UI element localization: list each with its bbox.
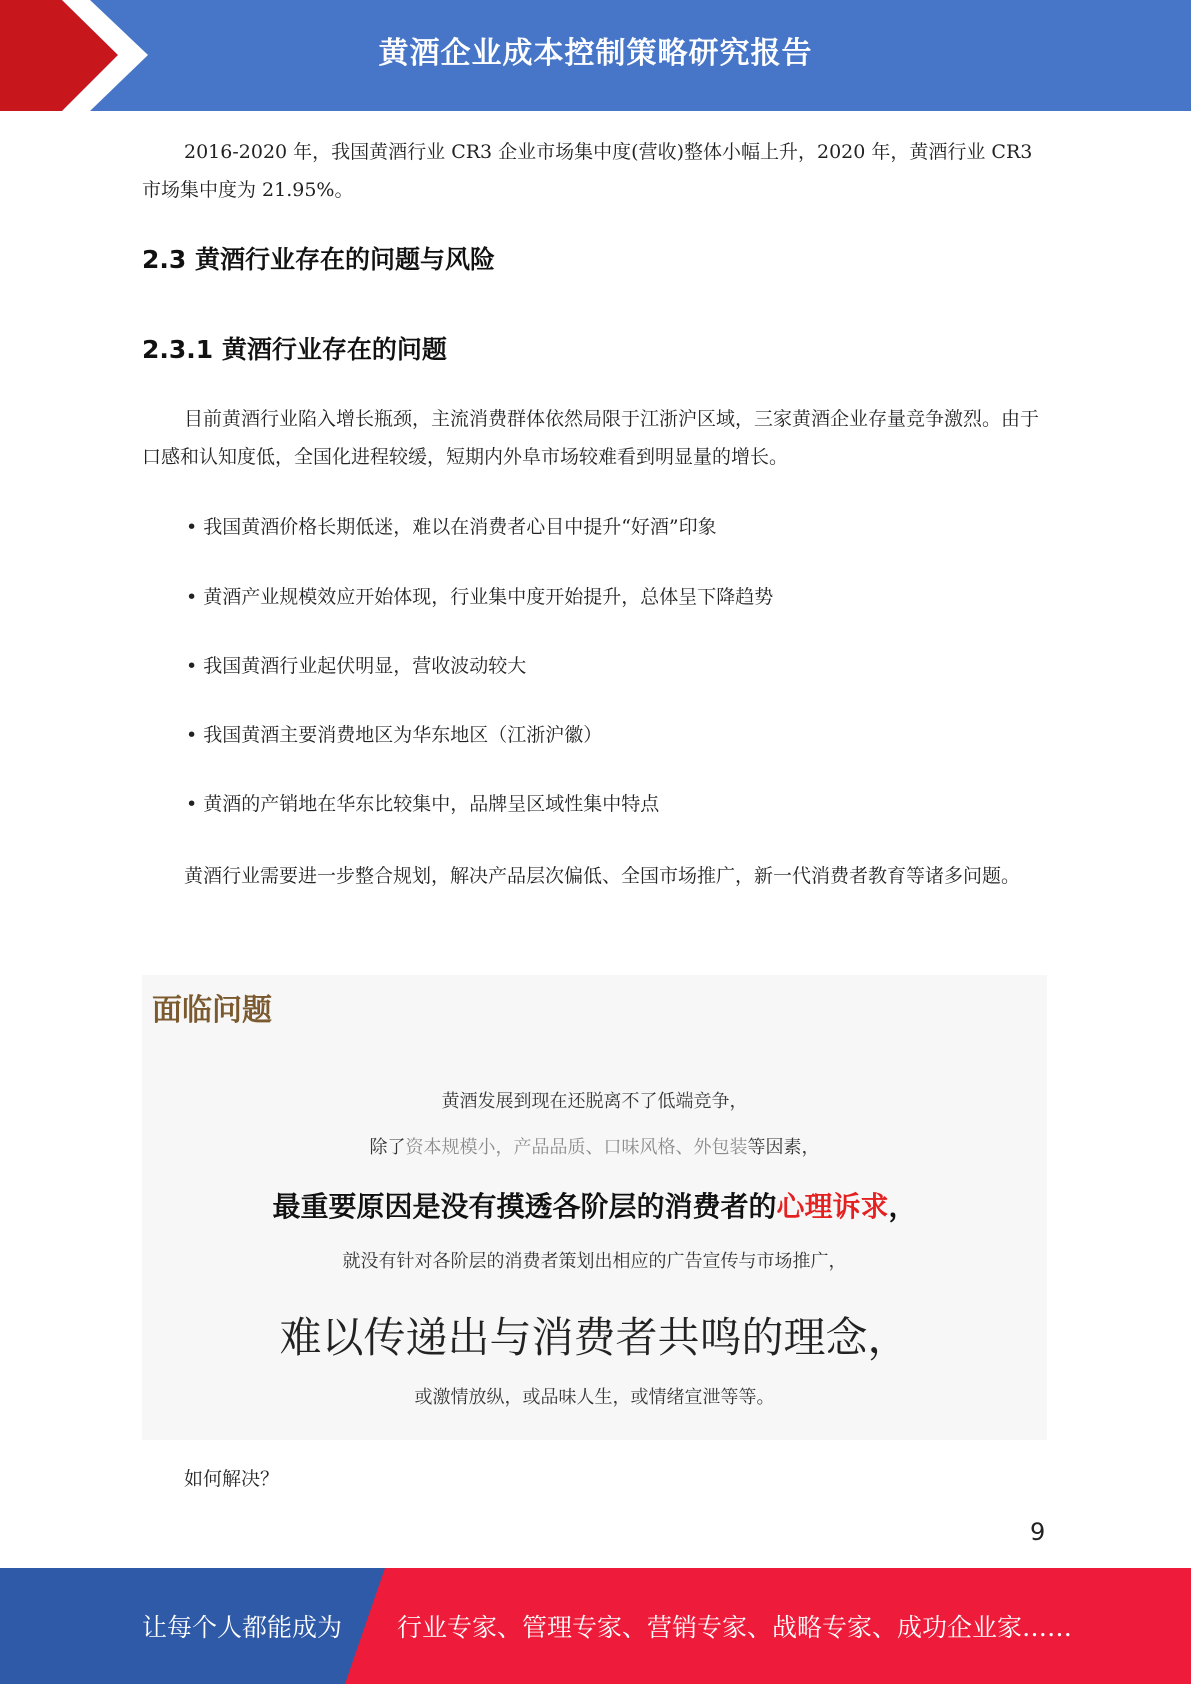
figure-title: 面临问题 — [152, 993, 272, 1028]
highlight-text: 心理诉求 — [776, 1190, 889, 1223]
page-header — [0, 0, 1191, 111]
bullet-item: • 我国黄酒价格长期低迷，难以在消费者心目中提升“好酒”印象 — [186, 516, 717, 538]
figure-line-2: 除了资本规模小，产品品质、口味风格、外包装等因素， — [369, 1137, 820, 1158]
bullet-item: • 我国黄酒主要消费地区为华东地区（江浙沪徽） — [186, 724, 603, 746]
bullet-marker: • — [186, 724, 198, 746]
bullet-marker: • — [186, 655, 198, 677]
header-title: 黄酒企业成本控制策略研究报告 — [378, 36, 813, 71]
subsection-heading: 2.3.1 黄酒行业存在的问题 — [142, 335, 447, 364]
footer-slogan-right: 行业专家、管理专家、营销专家、战略专家、成功企业家…… — [397, 1613, 1073, 1642]
figure-line-5: 难以传递出与消费者共鸣的理念， — [279, 1313, 910, 1362]
page-number: 9 — [1030, 1518, 1046, 1546]
problem-paragraph: 目前黄酒行业陷入增长瓶颈，主流消费群体依然局限于江浙沪区域，三家黄酒企业存量竞争激烈。由于口感和认知度低，全国化进程较缓，短期内外阜市场较难看到明显量的增长。 — [142, 408, 1040, 468]
figure-line-6: 或激情放纵，或品味人生，或情绪宣泄等等。 — [414, 1387, 775, 1408]
bullet-item: • 我国黄酒行业起伏明显，营收波动较大 — [186, 655, 527, 677]
bullet-marker: • — [186, 793, 198, 815]
bullet-marker: • — [186, 516, 198, 538]
intro-paragraph: 2016-2020 年，我国黄酒行业 CR3 企业市场集中度(营收)整体小幅上升，2020 年，黄酒行业 CR3 市场集中度为 21.95%。 — [142, 141, 1033, 201]
section-heading: 2.3 黄酒行业存在的问题与风险 — [142, 245, 495, 274]
bullet-item: • 黄酒产业规模效应开始体现，行业集中度开始提升，总体呈下降趋势 — [186, 586, 774, 608]
figure-line-1: 黄酒发展到现在还脱离不了低端竞争， — [441, 1091, 748, 1112]
header-chevron-decoration — [0, 0, 160, 111]
page-footer — [0, 1568, 1191, 1684]
footer-slogan-left: 让每个人都能成为 — [142, 1613, 343, 1642]
closing-question: 如何解决？ — [184, 1468, 280, 1490]
figure-line-4: 就没有针对各阶层的消费者策划出相应的广告宣传与市场推广， — [342, 1251, 847, 1272]
bullet-marker: • — [186, 586, 198, 608]
problem-figure — [142, 975, 1047, 1440]
figure-line-3: 最重要原因是没有摸透各阶层的消费者的心理诉求， — [272, 1190, 917, 1223]
bullet-item: • 黄酒的产销地在华东比较集中，品牌呈区域性集中特点 — [186, 793, 660, 815]
summary-paragraph: 黄酒行业需要进一步整合规划，解决产品层次偏低、全国市场推广，新一代消费者教育等诸多问题。 — [184, 865, 1021, 887]
